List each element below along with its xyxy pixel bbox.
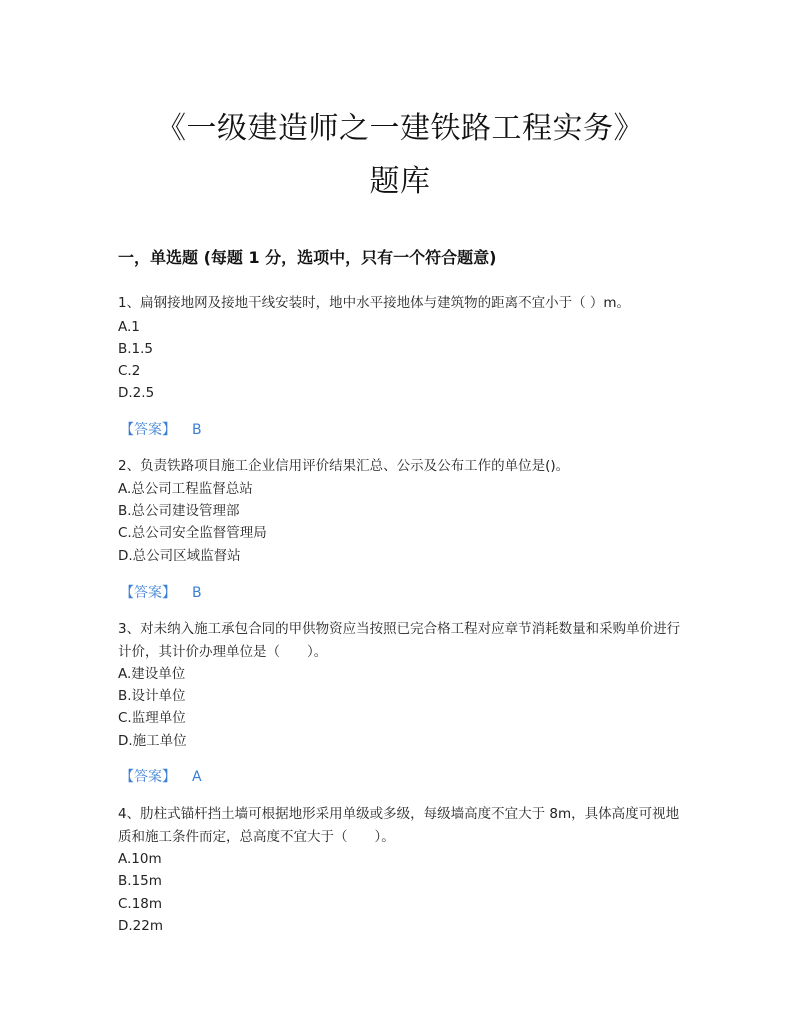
question-4-option-a: A.10m bbox=[118, 851, 162, 867]
answer-value: B bbox=[192, 422, 202, 438]
question-2-answer bbox=[120, 584, 202, 602]
answer-label: 【答案】 bbox=[120, 422, 176, 438]
question-4-option-d: D.22m bbox=[118, 918, 164, 934]
question-1-option-d: D.2.5 bbox=[118, 385, 155, 401]
question-4-option-c: C.18m bbox=[118, 896, 163, 912]
answer-value: B bbox=[192, 585, 202, 601]
question-3-text: 3、对未纳入施工承包合同的甲供物资应当按照已完合格工程对应章节消耗数量和采购单价进行计价，其计价办理单位是（ ）。 bbox=[118, 621, 681, 660]
document-subtitle: 题库 bbox=[369, 164, 431, 199]
question-2-option-b: B.总公司建设管理部 bbox=[118, 503, 240, 519]
answer-value: A bbox=[192, 769, 202, 785]
question-1-answer bbox=[120, 421, 202, 439]
question-3-option-d: D.施工单位 bbox=[118, 733, 187, 749]
question-3-answer bbox=[120, 768, 202, 786]
answer-label: 【答案】 bbox=[120, 769, 176, 785]
question-3-option-c: C.监理单位 bbox=[118, 710, 186, 726]
question-1-option-a: A.1 bbox=[118, 319, 140, 335]
question-4-text: 4、肋柱式锚杆挡土墙可根据地形采用单级或多级，每级墙高度不宜大于 8m，具体高度可视地质和施工条件而定，总高度不宜大于（ ）。 bbox=[118, 806, 680, 845]
question-2-option-d: D.总公司区域监督站 bbox=[118, 548, 241, 564]
question-1-option-b: B.1.5 bbox=[118, 341, 154, 357]
answer-label: 【答案】 bbox=[120, 585, 176, 601]
question-1-text: 1、扁钢接地网及接地干线安装时，地中水平接地体与建筑物的距离不宜小于（ ）m。 bbox=[118, 295, 631, 311]
question-1-option-c: C.2 bbox=[118, 363, 141, 379]
question-4-option-b: B.15m bbox=[118, 873, 162, 889]
question-3-option-b: B.设计单位 bbox=[118, 688, 186, 704]
question-3-option-a: A.建设单位 bbox=[118, 666, 186, 682]
question-2-option-a: A.总公司工程监督总站 bbox=[118, 481, 253, 497]
question-2-text: 2、负责铁路项目施工企业信用评价结果汇总、公示及公布工作的单位是()。 bbox=[118, 458, 570, 474]
question-2-option-c: C.总公司安全监督管理局 bbox=[118, 525, 267, 541]
section-heading: 一，单选题 (每题 1 分，选项中，只有一个符合题意) bbox=[118, 248, 497, 267]
document-title: 《一级建造师之一建铁路工程实务》 bbox=[156, 111, 644, 146]
